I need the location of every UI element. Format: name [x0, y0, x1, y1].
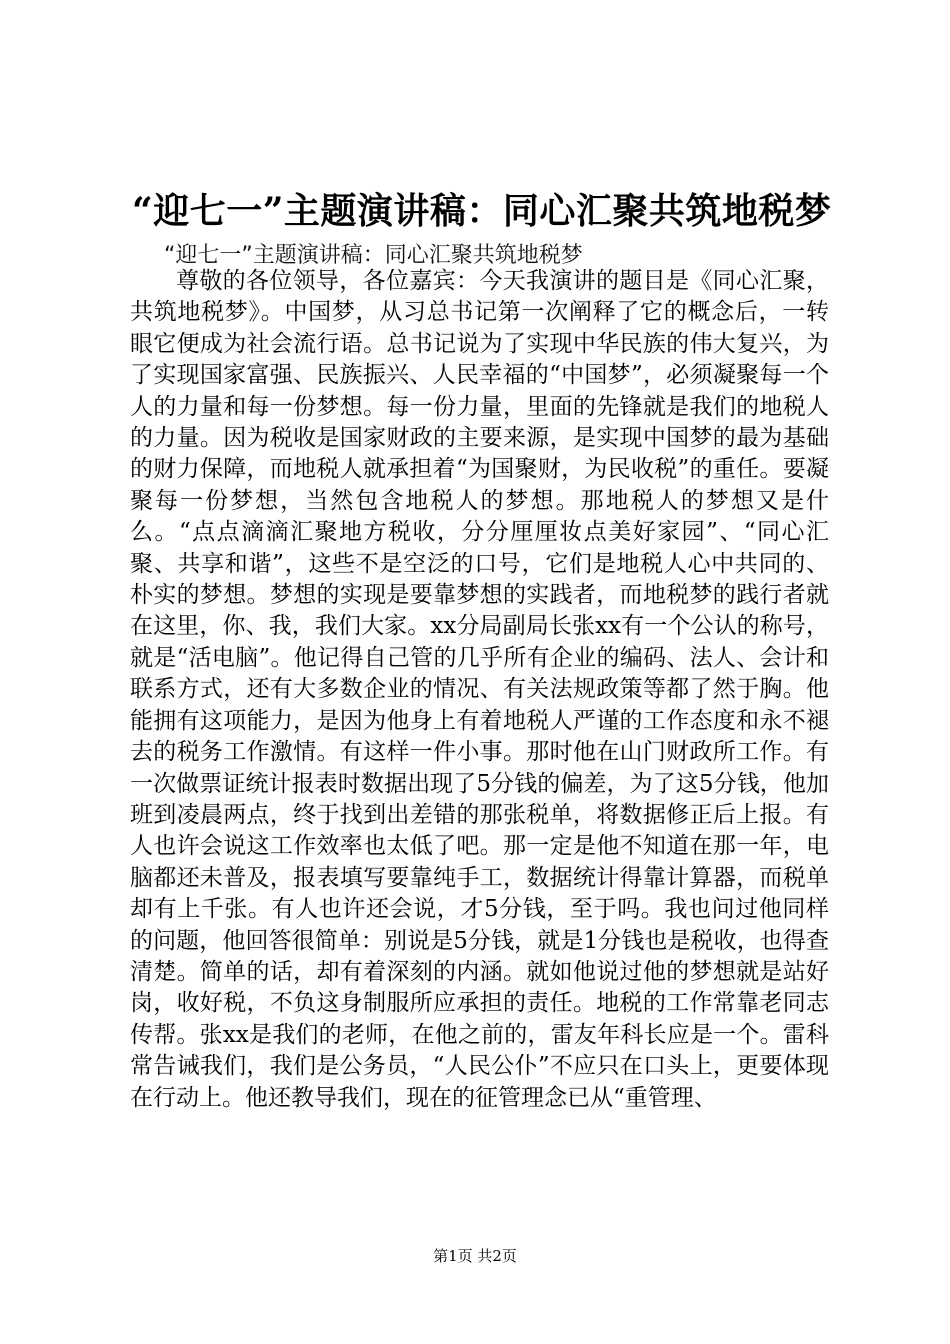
page-number-footer: 第1页 共2页	[433, 1247, 517, 1265]
document-title: “迎七一”主题演讲稿：同心汇聚共筑地税梦	[132, 190, 832, 232]
body-paragraph: 尊敬的各位领导，各位嘉宾：今天我演讲的题目是《同心汇聚，共筑地税梦》。中国梦，从习总书记第一次阐释了它的概念后，一转眼它便成为社会流行语。总书记说为了实现中华民族的伟大复兴，为了实现国家富强、民族振兴、人民幸福的“中国梦”，必须凝聚每一个人的力量和每一份梦想。每一份力量，里面的先锋就是我们的地税人的力量。因为税收是国家财政的主要来源，是实现中国梦的最为基础的财力保障，而地税人就承担着“为国聚财，为民收税”的重任。要凝聚每一份梦想，当然包含地税人的梦想。那地税人的梦想又是什么。“点点滴滴汇聚地方税收，分分厘厘妆点美好家园”、“同心汇聚、共享和谐”，这些不是空泛的口号，它们是地税人心中共同的、朴实的梦想。梦想的实现是要靠梦想的实践者，而地税梦的践行者就在这里，你、我，我们大家。xx分局副局长张xx有一个公认的称号，就是“活电脑”。他记得自己管的几乎所有企业的编码、法人、会计和联系方式，还有大多数企业的情况、有关法规政策等都了然于胸。他能拥有这项能力，是因为他身上有着地税人严谨的工作态度和永不褪去的税务工作激情。有这样一件小事。那时他在山门财政所工作。有一次做票证统计报表时数据出现了5分钱的偏差，为了这5分钱，他加班到凌晨两点，终于找到出差错的那张税单，将数据修正后上报。有人也许会说这工作效率也太低了吧。那一定是他不知道在那一年，电脑都还未普及，报表填写要靠纯手工，数据统计得靠计算器，而税单却有上千张。有人也许还会说，才5分钱，至于吗。我也问过他同样的问题，他回答很简单：别说是5分钱，就是1分钱也是税收，也得查清楚。简单的话，却有着深刻的内涵。就如他说过他的梦想就是站好岗，收好税，不负这身制服所应承担的责任。地税的工作常靠老同志传帮。张xx是我们的老师，在他之前的，雷友年科长应是一个。雷科常告诫我们，我们是公务员，“人民公仆”不应只在口头上，更要体现在行动上。他还教导我们，现在的征管理念已从“重管理、	[130, 268, 829, 1111]
document-subtitle: “迎七一”主题演讲稿：同心汇聚共筑地税梦	[164, 243, 583, 268]
